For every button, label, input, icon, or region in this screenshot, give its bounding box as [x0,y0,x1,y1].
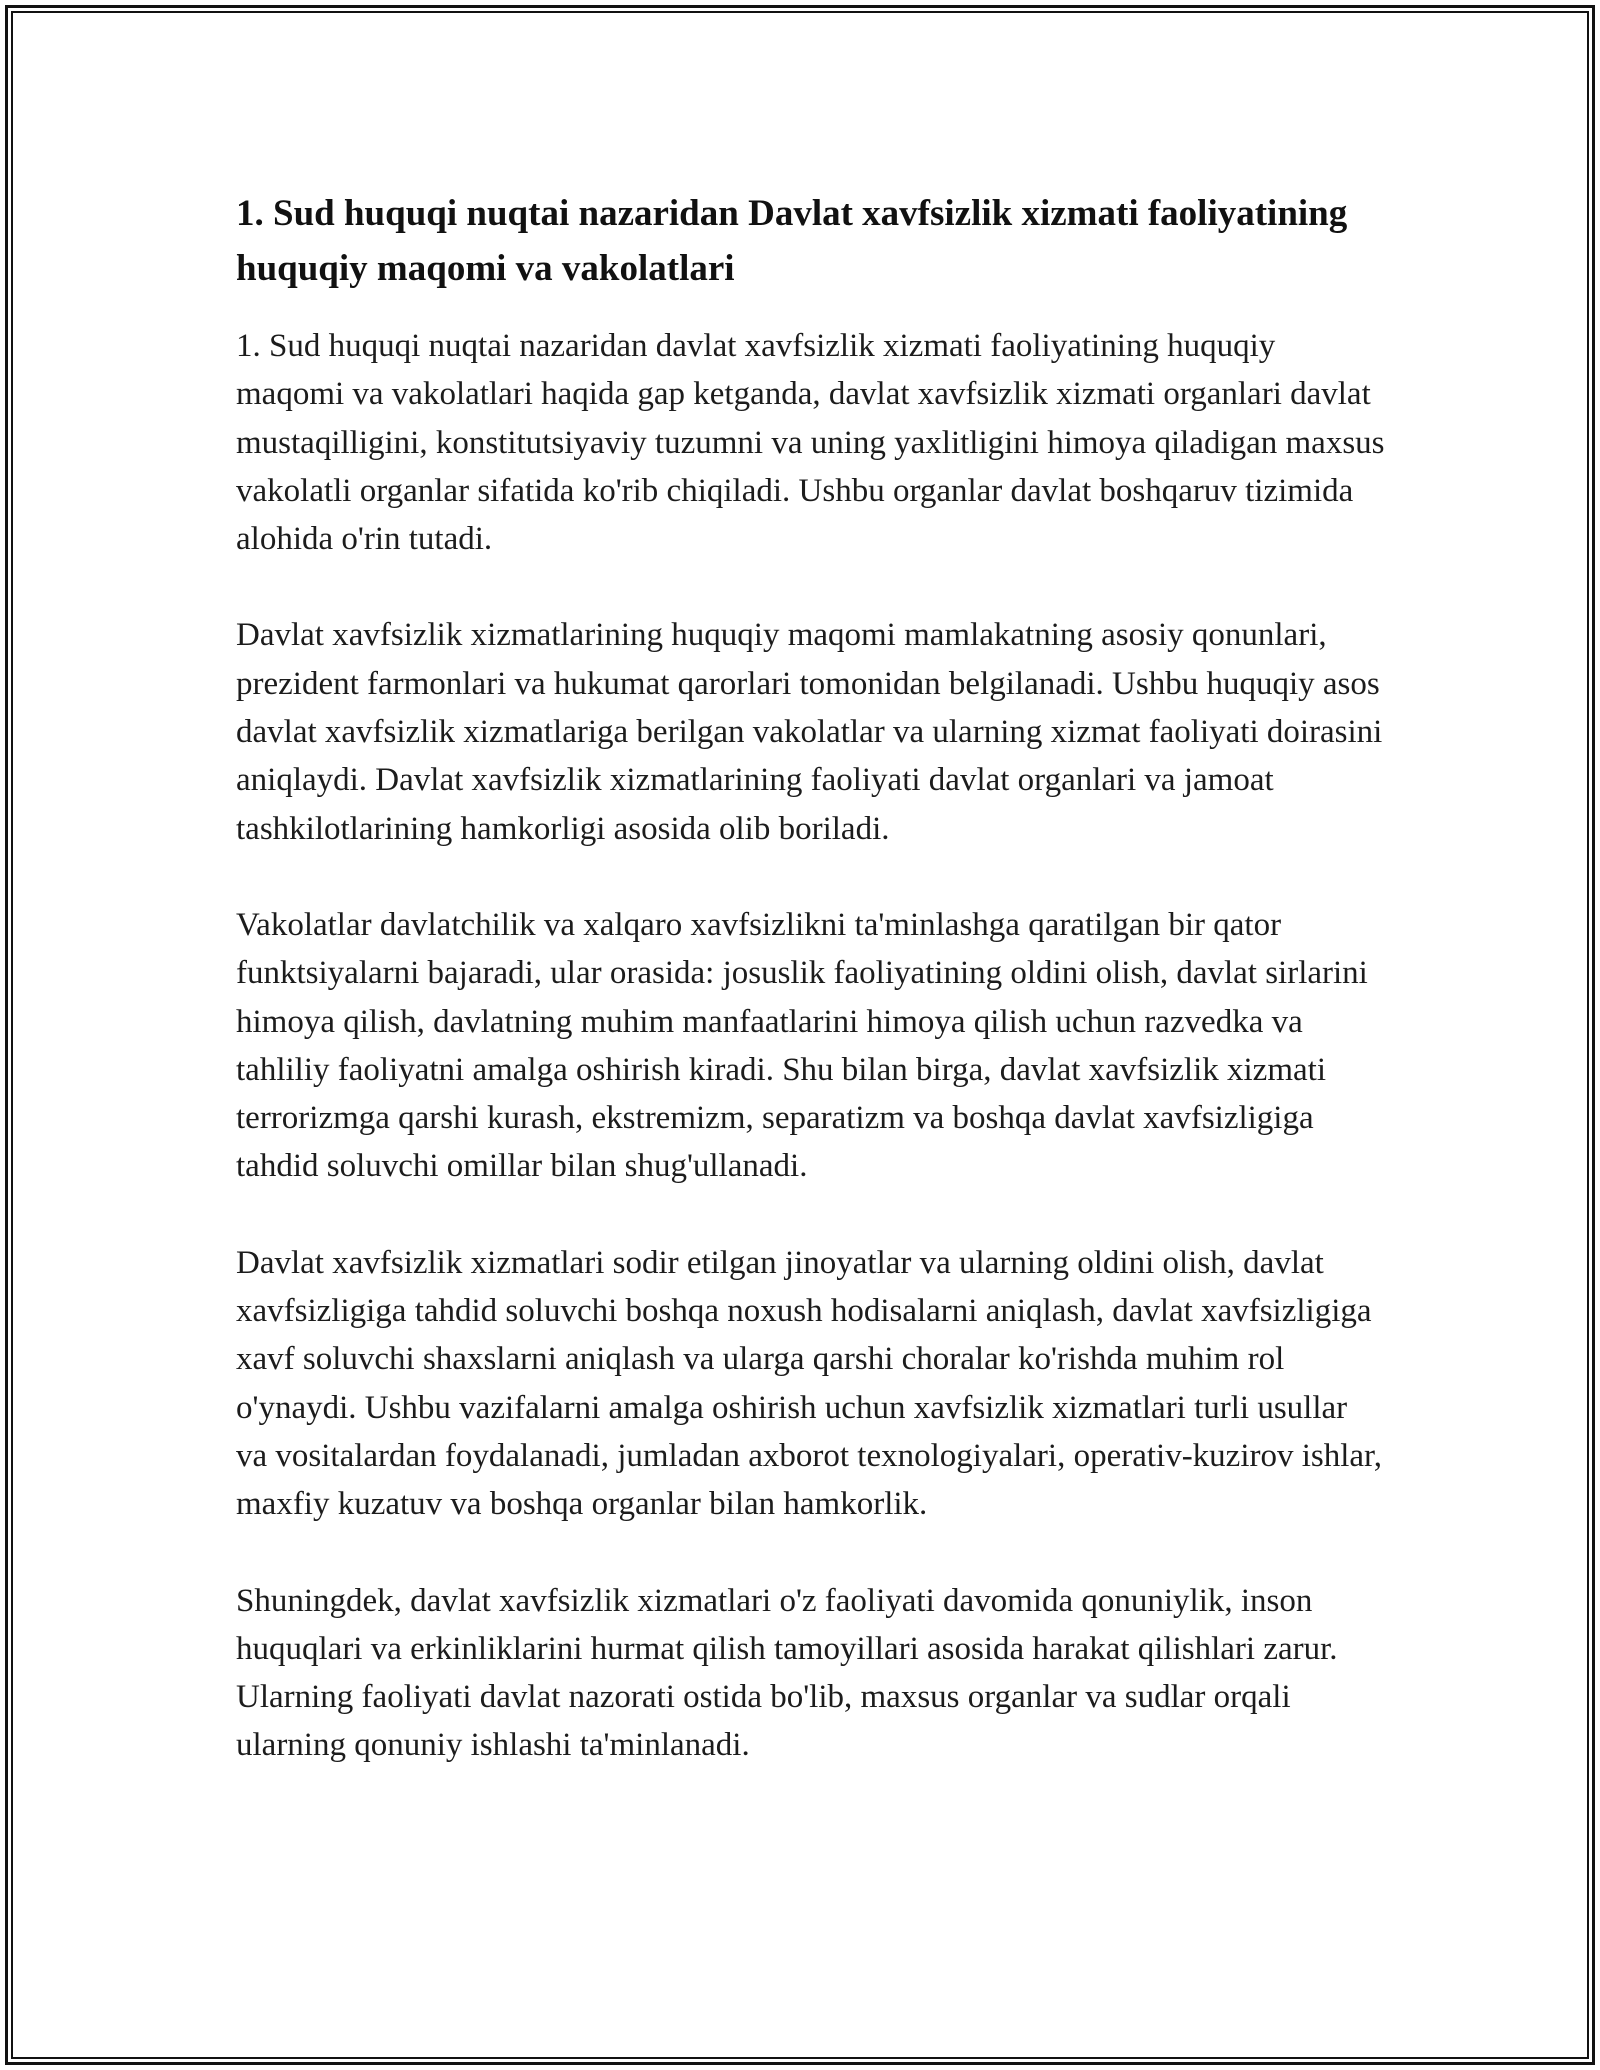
paragraph-5: Shuningdek, davlat xavfsizlik xizmatlari o'z faoliyati davomida qonuniylik, inson huquqlari va erkinliklarini hurmat qilish tamoyillari asosida harakat qilishlari zarur. Ularning faoliyati davlat nazorati ostida bo'lib, maxsus organlar va sudlar orqali ularning qonuniy ishlashi ta'minlanadi. [236,1582,1338,1764]
paragraph-3: Vakolatlar davlatchilik va xalqaro xavfsizlikni ta'minlashga qaratilgan bir qator funktsiyalarni bajaradi, ular orasida: josuslik faoliyatining oldini olish, davlat sirlarini himoya qilish, davlatning muhim manfaatlarini himoya qilish uchun razvedka va tahliliy faoliyatni amalga oshirish kiradi. Shu bilan birga, davlat xavfsizlik xizmati terrorizmga qarshi kurash, ekstremizm, separatizm va boshqa davlat xavfsizligiga tahdid soluvchi omillar bilan shug'ullanadi. [236,906,1368,1185]
paragraph-1: 1. Sud huquqi nuqtai nazaridan davlat xavfsizlik xizmati faoliyatining huquqiy maqomi va vakolatlari haqida gap ketganda, davlat xavfsizlik xizmati organlari davlat mustaqilligini, konstitutsiyaviy tuzumni va uning yaxlitligini himoya qiladigan maxsus vakolatli organlar sifatida ko'rib chiqiladi. Ushbu organlar davlat boshqaruv tizimida alohida o'rin tutadi. [236,328,1385,558]
document-title: 1. Sud huquqi nuqtai nazaridan Davlat xavfsizlik xizmati faoliyatining huquqiy maqomi va vakolatlari [236,193,1348,289]
paragraph-2: Davlat xavfsizlik xizmatlarining huquqiy maqomi mamlakatning asosiy qonunlari, prezident farmonlari va hukumat qarorlari tomonidan belgilanadi. Ushbu huquqiy asos davlat xavfsizlik xizmatlariga berilgan vakolatlar va ularning xizmat faoliyati doirasini aniqlaydi. Davlat xavfsizlik xizmatlarining faoliyati davlat organlari va jamoat tashkilotlarining hamkorligi asosida olib boriladi. [236,617,1383,847]
paragraph-4: Davlat xavfsizlik xizmatlari sodir etilgan jinoyatlar va ularning oldini olish, davlat xavfsizligiga tahdid soluvchi boshqa noxush hodisalarni aniqlash, davlat xavfsizligiga xavf soluvchi shaxslarni aniqlash va ularga qarshi choralar ko'rishda muhim rol o'ynaydi. Ushbu vazifalarni amalga oshirish uchun xavfsizlik xizmatlari turli usullar va vositalardan foydalanadi, jumladan axborot texnologiyalari, operativ-kuzirov ishlar, maxfiy kuzatuv va boshqa organlar bilan hamkorlik. [236,1244,1382,1523]
document-body [236,186,1386,1818]
